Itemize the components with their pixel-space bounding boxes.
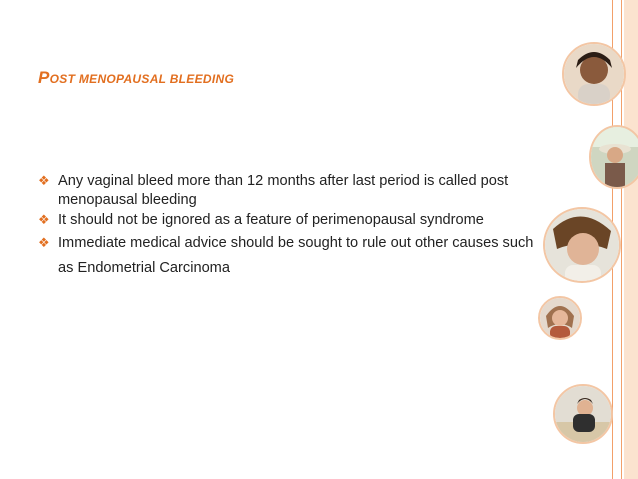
bullet-marker-icon: ❖ (38, 212, 50, 227)
bullet-text: Any vaginal bleed more than 12 months after last period is called post menopausal bleeding (58, 173, 509, 208)
woman-sitting-photo (553, 384, 613, 444)
bullet-marker-icon: ❖ (38, 173, 50, 188)
bullet-marker-icon: ❖ (38, 235, 50, 250)
bullet-list (38, 172, 548, 282)
smiling-woman-photo (543, 207, 621, 283)
bullet-text: It should not be ignored as a feature of perimenopausal syndrome (58, 212, 484, 228)
bullet-item (38, 172, 548, 210)
decorative-border-band (624, 0, 638, 479)
slide-title (38, 68, 234, 88)
bullet-item (38, 231, 548, 281)
title-text: OST MENOPAUSAL BLEEDING (49, 72, 235, 86)
woman-portrait-photo (562, 42, 626, 106)
bullet-item (38, 211, 548, 230)
woman-headshot-photo (538, 296, 582, 340)
bullet-text: Immediate medical advice should be sought to rule out other causes such as Endometrial Carcinoma (58, 235, 534, 276)
woman-in-hat-photo (589, 125, 638, 189)
title-initial: P (38, 68, 50, 87)
